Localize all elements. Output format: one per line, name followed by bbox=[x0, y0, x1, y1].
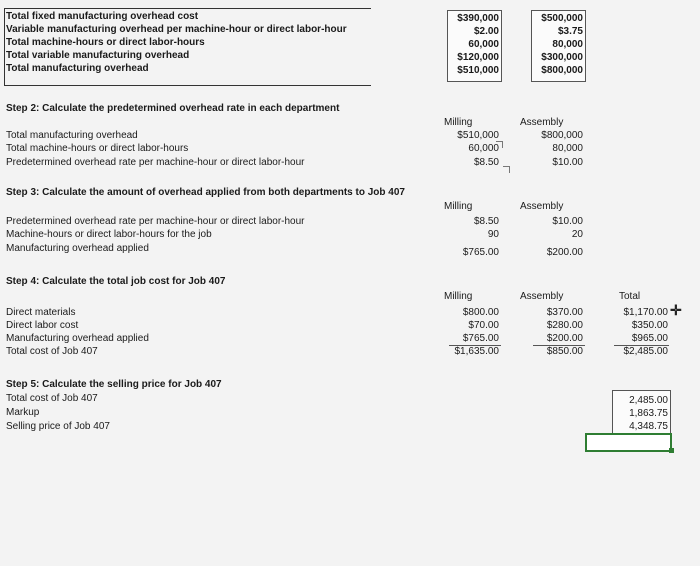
column-header-total: Total bbox=[619, 291, 641, 302]
column-header-assembly: Assembly bbox=[520, 291, 564, 302]
sum-line bbox=[614, 345, 669, 346]
sum-line bbox=[533, 345, 585, 346]
row-label: Manufacturing overhead applied bbox=[6, 243, 149, 254]
assembly-cell[interactable]: $10.00 bbox=[552, 157, 583, 168]
total-cell[interactable]: $2,485.00 bbox=[623, 346, 668, 357]
row-label: Predetermined overhead rate per machine-hour or direct labor-hour bbox=[6, 216, 305, 227]
assembly-cell[interactable]: $280.00 bbox=[546, 320, 583, 331]
selling-price-value[interactable]: 4,348.75 bbox=[629, 421, 668, 432]
milling-cell[interactable]: $120,000 bbox=[457, 52, 499, 63]
assembly-cell[interactable]: $800,000 bbox=[541, 130, 583, 141]
cell-marker bbox=[503, 166, 510, 173]
milling-cell[interactable]: $8.50 bbox=[473, 157, 499, 168]
assembly-cell[interactable]: 80,000 bbox=[552, 143, 583, 154]
assembly-cell[interactable]: $10.00 bbox=[552, 216, 583, 227]
cell-marker bbox=[496, 141, 503, 148]
sum-line bbox=[449, 345, 501, 346]
row-label: Manufacturing overhead applied bbox=[6, 333, 149, 344]
fill-handle[interactable] bbox=[669, 448, 674, 453]
milling-cell[interactable]: $510,000 bbox=[457, 130, 499, 141]
selected-cell[interactable] bbox=[585, 433, 672, 452]
row-label: Total fixed manufacturing overhead cost bbox=[6, 11, 199, 22]
milling-cell[interactable]: $8.50 bbox=[473, 216, 499, 227]
table-border bbox=[4, 8, 371, 9]
step-2-heading: Step 2: Calculate the predetermined overhead rate in each department bbox=[6, 103, 340, 114]
row-label: Total cost of Job 407 bbox=[6, 346, 98, 357]
milling-cell[interactable]: 90 bbox=[487, 229, 499, 240]
milling-cell[interactable]: $510,000 bbox=[457, 65, 499, 76]
row-label: Total machine-hours or direct labor-hours bbox=[6, 143, 189, 154]
row-label: Machine-hours or direct labor-hours for the job bbox=[6, 229, 212, 240]
markup-value[interactable]: 1,863.75 bbox=[629, 408, 668, 419]
row-label: Selling price of Job 407 bbox=[6, 421, 110, 432]
milling-cell[interactable]: $765.00 bbox=[462, 247, 499, 258]
assembly-cell[interactable]: 20 bbox=[571, 229, 583, 240]
assembly-cell[interactable]: $300,000 bbox=[541, 52, 583, 63]
column-header-milling: Milling bbox=[444, 201, 473, 212]
table-border bbox=[4, 8, 5, 85]
column-header-milling: Milling bbox=[444, 117, 473, 128]
milling-cell[interactable]: 60,000 bbox=[468, 39, 499, 50]
assembly-cell[interactable]: $200.00 bbox=[546, 247, 583, 258]
assembly-cell[interactable]: $500,000 bbox=[541, 13, 583, 24]
assembly-cell[interactable]: $370.00 bbox=[546, 307, 583, 318]
total-cell[interactable]: $350.00 bbox=[631, 320, 668, 331]
column-header-assembly: Assembly bbox=[520, 117, 564, 128]
row-label: Variable manufacturing overhead per machine-hour or direct labor-hour bbox=[6, 24, 347, 35]
table-border bbox=[4, 85, 371, 86]
row-label: Total manufacturing overhead bbox=[6, 130, 138, 141]
milling-cell[interactable]: $765.00 bbox=[462, 333, 499, 344]
total-cost-value[interactable]: 2,485.00 bbox=[629, 395, 668, 406]
milling-cell[interactable]: $1,635.00 bbox=[454, 346, 499, 357]
assembly-cell[interactable]: $850.00 bbox=[546, 346, 583, 357]
assembly-cell[interactable]: $200.00 bbox=[546, 333, 583, 344]
assembly-cell[interactable]: $3.75 bbox=[557, 26, 583, 37]
row-label: Predetermined overhead rate per machine-hour or direct labor-hour bbox=[6, 157, 305, 168]
milling-cell[interactable]: $800.00 bbox=[462, 307, 499, 318]
row-label: Total variable manufacturing overhead bbox=[6, 50, 190, 61]
cell-cursor-icon: ✛ bbox=[670, 302, 682, 318]
milling-cell[interactable]: $390,000 bbox=[457, 13, 499, 24]
total-cell[interactable]: $1,170.00 bbox=[623, 307, 668, 318]
milling-cell[interactable]: 60,000 bbox=[468, 143, 499, 154]
column-header-milling: Milling bbox=[444, 291, 473, 302]
row-label: Markup bbox=[6, 407, 40, 418]
row-label: Direct materials bbox=[6, 307, 76, 318]
assembly-cell[interactable]: 80,000 bbox=[552, 39, 583, 50]
column-header-assembly: Assembly bbox=[520, 201, 564, 212]
milling-cell[interactable]: $2.00 bbox=[473, 26, 499, 37]
step-4-heading: Step 4: Calculate the total job cost for Job 407 bbox=[6, 276, 226, 287]
step-5-heading: Step 5: Calculate the selling price for Job 407 bbox=[6, 379, 222, 390]
row-label: Direct labor cost bbox=[6, 320, 79, 331]
assembly-cell[interactable]: $800,000 bbox=[541, 65, 583, 76]
row-label: Total manufacturing overhead bbox=[6, 63, 149, 74]
row-label: Total cost of Job 407 bbox=[6, 393, 98, 404]
row-label: Total machine-hours or direct labor-hours bbox=[6, 37, 205, 48]
milling-cell[interactable]: $70.00 bbox=[468, 320, 499, 331]
total-cell[interactable]: $965.00 bbox=[631, 333, 668, 344]
step-3-heading: Step 3: Calculate the amount of overhead applied from both departments to Job 407 bbox=[6, 187, 405, 198]
